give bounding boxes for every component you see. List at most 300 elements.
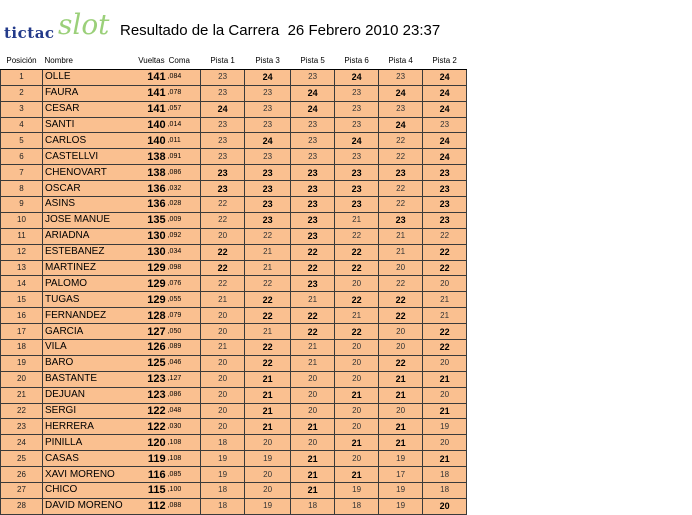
logo-slot-text: slot — [58, 8, 110, 41]
driver-name-cell: SANTI — [43, 117, 123, 133]
position-cell: 17 — [1, 324, 43, 340]
driver-name-cell: JOSE MANUE — [43, 212, 123, 228]
laps-cell: 130 — [123, 228, 167, 244]
position-cell: 18 — [1, 340, 43, 356]
track-laps-cell: 22 — [423, 228, 467, 244]
position-cell: 26 — [1, 467, 43, 483]
driver-name-cell: ARIADNA — [43, 228, 123, 244]
track-laps-cell: 21 — [423, 292, 467, 308]
fraction-cell: ,084 — [167, 69, 201, 85]
track-laps-cell: 22 — [291, 244, 335, 260]
track-laps-cell: 21 — [245, 419, 291, 435]
laps-cell: 141 — [123, 85, 167, 101]
track-laps-cell: 24 — [245, 133, 291, 149]
track-laps-cell: 21 — [245, 260, 291, 276]
track-laps-cell: 23 — [335, 165, 379, 181]
track-laps-cell: 20 — [291, 435, 335, 451]
track-laps-cell: 22 — [423, 324, 467, 340]
driver-name-cell: CHICO — [43, 483, 123, 499]
track-laps-cell: 22 — [423, 340, 467, 356]
laps-cell: 135 — [123, 212, 167, 228]
position-cell: 16 — [1, 308, 43, 324]
track-laps-cell: 21 — [423, 308, 467, 324]
position-cell: 8 — [1, 181, 43, 197]
track-laps-cell: 20 — [423, 355, 467, 371]
track-laps-cell: 21 — [379, 419, 423, 435]
track-laps-cell: 22 — [245, 355, 291, 371]
fraction-cell: ,089 — [167, 340, 201, 356]
track-laps-cell: 21 — [245, 371, 291, 387]
laps-cell: 130 — [123, 244, 167, 260]
header-nombre: Nombre — [43, 54, 123, 69]
track-laps-cell: 21 — [335, 467, 379, 483]
track-laps-cell: 19 — [423, 419, 467, 435]
position-cell: 19 — [1, 355, 43, 371]
track-laps-cell: 18 — [201, 498, 245, 514]
laps-cell: 136 — [123, 197, 167, 213]
table-row — [1, 149, 467, 165]
track-laps-cell: 18 — [423, 483, 467, 499]
track-laps-cell: 22 — [291, 324, 335, 340]
driver-name-cell: CASTELLVI — [43, 149, 123, 165]
header-coma: Coma — [167, 54, 201, 69]
laps-cell: 126 — [123, 340, 167, 356]
track-laps-cell: 23 — [201, 149, 245, 165]
driver-name-cell: BASTANTE — [43, 371, 123, 387]
track-laps-cell: 23 — [201, 69, 245, 85]
track-laps-cell: 23 — [423, 197, 467, 213]
table-row — [1, 133, 467, 149]
track-laps-cell: 18 — [201, 483, 245, 499]
header-vueltas: Vueltas — [123, 54, 167, 69]
track-laps-cell: 21 — [291, 340, 335, 356]
track-laps-cell: 21 — [245, 403, 291, 419]
track-laps-cell: 22 — [201, 276, 245, 292]
laps-cell: 119 — [123, 451, 167, 467]
track-laps-cell: 22 — [335, 324, 379, 340]
header-row — [1, 54, 467, 69]
table-row — [1, 197, 467, 213]
track-laps-cell: 21 — [335, 308, 379, 324]
fraction-cell: ,127 — [167, 371, 201, 387]
table-row — [1, 451, 467, 467]
track-laps-cell: 22 — [379, 308, 423, 324]
track-laps-cell: 20 — [201, 324, 245, 340]
fraction-cell: ,076 — [167, 276, 201, 292]
fraction-cell: ,030 — [167, 419, 201, 435]
track-laps-cell: 21 — [423, 403, 467, 419]
track-laps-cell: 20 — [379, 260, 423, 276]
table-row — [1, 498, 467, 514]
fraction-cell: ,100 — [167, 483, 201, 499]
track-laps-cell: 22 — [245, 228, 291, 244]
table-row — [1, 212, 467, 228]
laps-cell: 141 — [123, 101, 167, 117]
fraction-cell: ,028 — [167, 197, 201, 213]
table-row — [1, 371, 467, 387]
track-laps-cell: 24 — [335, 133, 379, 149]
table-row — [1, 340, 467, 356]
track-laps-cell: 22 — [245, 340, 291, 356]
track-laps-cell: 23 — [245, 101, 291, 117]
track-laps-cell: 20 — [335, 340, 379, 356]
track-laps-cell: 23 — [245, 85, 291, 101]
position-cell: 10 — [1, 212, 43, 228]
track-laps-cell: 23 — [291, 197, 335, 213]
position-cell: 11 — [1, 228, 43, 244]
track-laps-cell: 20 — [245, 483, 291, 499]
position-cell: 2 — [1, 85, 43, 101]
track-laps-cell: 24 — [423, 101, 467, 117]
laps-cell: 122 — [123, 419, 167, 435]
fraction-cell: ,108 — [167, 435, 201, 451]
track-laps-cell: 20 — [245, 435, 291, 451]
track-laps-cell: 23 — [291, 276, 335, 292]
track-laps-cell: 20 — [201, 403, 245, 419]
track-laps-cell: 23 — [335, 181, 379, 197]
driver-name-cell: SERGI — [43, 403, 123, 419]
track-laps-cell: 21 — [379, 371, 423, 387]
driver-name-cell: TUGAS — [43, 292, 123, 308]
fraction-cell: ,057 — [167, 101, 201, 117]
table-row — [1, 483, 467, 499]
track-laps-cell: 19 — [335, 483, 379, 499]
track-laps-cell: 22 — [245, 276, 291, 292]
track-laps-cell: 23 — [245, 117, 291, 133]
table-row — [1, 324, 467, 340]
table-row — [1, 292, 467, 308]
driver-name-cell: FAURA — [43, 85, 123, 101]
track-laps-cell: 23 — [335, 101, 379, 117]
track-laps-cell: 23 — [245, 165, 291, 181]
track-laps-cell: 22 — [379, 276, 423, 292]
track-laps-cell: 20 — [379, 324, 423, 340]
track-laps-cell: 23 — [291, 228, 335, 244]
track-laps-cell: 20 — [423, 276, 467, 292]
position-cell: 15 — [1, 292, 43, 308]
laps-cell: 123 — [123, 371, 167, 387]
track-laps-cell: 22 — [201, 212, 245, 228]
track-laps-cell: 22 — [335, 292, 379, 308]
track-laps-cell: 21 — [201, 340, 245, 356]
table-row — [1, 181, 467, 197]
track-laps-cell: 23 — [245, 149, 291, 165]
track-laps-cell: 20 — [201, 419, 245, 435]
track-laps-cell: 22 — [201, 197, 245, 213]
fraction-cell: ,050 — [167, 324, 201, 340]
position-cell: 6 — [1, 149, 43, 165]
laps-cell: 122 — [123, 403, 167, 419]
track-laps-cell: 23 — [379, 101, 423, 117]
position-cell: 9 — [1, 197, 43, 213]
track-laps-cell: 21 — [335, 435, 379, 451]
header-pista-1: Pista 1 — [201, 54, 245, 69]
table-row — [1, 244, 467, 260]
track-laps-cell: 18 — [423, 467, 467, 483]
logo-tictac-text: tictac — [4, 24, 55, 42]
track-laps-cell: 21 — [379, 244, 423, 260]
fraction-cell: ,046 — [167, 355, 201, 371]
track-laps-cell: 22 — [335, 260, 379, 276]
track-laps-cell: 19 — [245, 451, 291, 467]
position-cell: 20 — [1, 371, 43, 387]
track-laps-cell: 24 — [379, 117, 423, 133]
fraction-cell: ,086 — [167, 165, 201, 181]
table-row — [1, 276, 467, 292]
laps-cell: 140 — [123, 133, 167, 149]
driver-name-cell: ASINS — [43, 197, 123, 213]
track-laps-cell: 21 — [245, 244, 291, 260]
track-laps-cell: 18 — [291, 498, 335, 514]
tictacslot-logo — [2, 6, 112, 46]
track-laps-cell: 22 — [379, 355, 423, 371]
position-cell: 23 — [1, 419, 43, 435]
results-table — [0, 54, 467, 515]
track-laps-cell: 20 — [335, 419, 379, 435]
fraction-cell: ,011 — [167, 133, 201, 149]
driver-name-cell: BARO — [43, 355, 123, 371]
table-row — [1, 308, 467, 324]
laps-cell: 129 — [123, 276, 167, 292]
track-laps-cell: 23 — [245, 212, 291, 228]
laps-cell: 129 — [123, 260, 167, 276]
position-cell: 27 — [1, 483, 43, 499]
driver-name-cell: CESAR — [43, 101, 123, 117]
track-laps-cell: 20 — [335, 451, 379, 467]
track-laps-cell: 20 — [291, 371, 335, 387]
position-cell: 21 — [1, 387, 43, 403]
track-laps-cell: 19 — [201, 451, 245, 467]
table-row — [1, 165, 467, 181]
track-laps-cell: 20 — [335, 371, 379, 387]
track-laps-cell: 22 — [291, 260, 335, 276]
track-laps-cell: 21 — [379, 387, 423, 403]
position-cell: 12 — [1, 244, 43, 260]
driver-name-cell: OLLE — [43, 69, 123, 85]
track-laps-cell: 20 — [335, 355, 379, 371]
track-laps-cell: 23 — [291, 149, 335, 165]
track-laps-cell: 21 — [291, 467, 335, 483]
track-laps-cell: 23 — [335, 197, 379, 213]
track-laps-cell: 19 — [379, 483, 423, 499]
track-laps-cell: 23 — [423, 165, 467, 181]
track-laps-cell: 20 — [291, 387, 335, 403]
track-laps-cell: 24 — [291, 101, 335, 117]
driver-name-cell: VILA — [43, 340, 123, 356]
fraction-cell: ,085 — [167, 467, 201, 483]
laps-cell: 138 — [123, 149, 167, 165]
track-laps-cell: 19 — [379, 451, 423, 467]
track-laps-cell: 20 — [245, 467, 291, 483]
table-row — [1, 117, 467, 133]
driver-name-cell: ESTEBANEZ — [43, 244, 123, 260]
driver-name-cell: FERNANDEZ — [43, 308, 123, 324]
track-laps-cell: 22 — [379, 149, 423, 165]
track-laps-cell: 20 — [379, 403, 423, 419]
position-cell: 24 — [1, 435, 43, 451]
table-row — [1, 101, 467, 117]
track-laps-cell: 21 — [291, 483, 335, 499]
table-row — [1, 419, 467, 435]
track-laps-cell: 24 — [379, 85, 423, 101]
track-laps-cell: 23 — [291, 117, 335, 133]
track-laps-cell: 23 — [201, 165, 245, 181]
laps-cell: 125 — [123, 355, 167, 371]
laps-cell: 140 — [123, 117, 167, 133]
laps-cell: 136 — [123, 181, 167, 197]
track-laps-cell: 21 — [379, 435, 423, 451]
table-row — [1, 467, 467, 483]
track-laps-cell: 23 — [291, 181, 335, 197]
header-posicion: Posición — [1, 54, 43, 69]
track-laps-cell: 24 — [423, 69, 467, 85]
track-laps-cell: 23 — [423, 181, 467, 197]
track-laps-cell: 21 — [335, 387, 379, 403]
driver-name-cell: PINILLA — [43, 435, 123, 451]
track-laps-cell: 20 — [201, 308, 245, 324]
track-laps-cell: 20 — [423, 387, 467, 403]
driver-name-cell: OSCAR — [43, 181, 123, 197]
position-cell: 7 — [1, 165, 43, 181]
header-pista-2: Pista 2 — [423, 54, 467, 69]
track-laps-cell: 18 — [201, 435, 245, 451]
track-laps-cell: 23 — [291, 212, 335, 228]
fraction-cell: ,098 — [167, 260, 201, 276]
track-laps-cell: 23 — [379, 165, 423, 181]
track-laps-cell: 20 — [335, 276, 379, 292]
track-laps-cell: 22 — [379, 292, 423, 308]
driver-name-cell: DEJUAN — [43, 387, 123, 403]
fraction-cell: ,092 — [167, 228, 201, 244]
track-laps-cell: 24 — [291, 85, 335, 101]
track-laps-cell: 24 — [335, 69, 379, 85]
track-laps-cell: 23 — [423, 212, 467, 228]
race-title: Resultado de la Carrera 26 Febrero 2010 23:37 — [120, 22, 441, 39]
fraction-cell: ,055 — [167, 292, 201, 308]
track-laps-cell: 24 — [245, 69, 291, 85]
fraction-cell: ,034 — [167, 244, 201, 260]
driver-name-cell: PALOMO — [43, 276, 123, 292]
track-laps-cell: 22 — [335, 228, 379, 244]
driver-name-cell: HERRERA — [43, 419, 123, 435]
empty-sheet-area — [510, 0, 692, 490]
track-laps-cell: 20 — [335, 403, 379, 419]
track-laps-cell: 21 — [291, 451, 335, 467]
track-laps-cell: 23 — [423, 117, 467, 133]
laps-cell: 138 — [123, 165, 167, 181]
track-laps-cell: 23 — [291, 69, 335, 85]
position-cell: 4 — [1, 117, 43, 133]
fraction-cell: ,091 — [167, 149, 201, 165]
track-laps-cell: 24 — [423, 85, 467, 101]
track-laps-cell: 21 — [423, 371, 467, 387]
track-laps-cell: 22 — [379, 197, 423, 213]
track-laps-cell: 23 — [245, 197, 291, 213]
track-laps-cell: 22 — [201, 244, 245, 260]
table-row — [1, 85, 467, 101]
track-laps-cell: 19 — [201, 467, 245, 483]
fraction-cell: ,032 — [167, 181, 201, 197]
header-pista-4: Pista 4 — [379, 54, 423, 69]
track-laps-cell: 23 — [245, 181, 291, 197]
track-laps-cell: 23 — [379, 212, 423, 228]
position-cell: 1 — [1, 69, 43, 85]
laps-cell: 127 — [123, 324, 167, 340]
laps-cell: 115 — [123, 483, 167, 499]
driver-name-cell: MARTINEZ — [43, 260, 123, 276]
track-laps-cell: 21 — [423, 451, 467, 467]
track-laps-cell: 18 — [335, 498, 379, 514]
track-laps-cell: 21 — [379, 228, 423, 244]
table-row — [1, 387, 467, 403]
header-pista-3: Pista 3 — [245, 54, 291, 69]
fraction-cell: ,078 — [167, 85, 201, 101]
laps-cell: 129 — [123, 292, 167, 308]
track-laps-cell: 23 — [201, 85, 245, 101]
track-laps-cell: 23 — [335, 117, 379, 133]
track-laps-cell: 23 — [335, 149, 379, 165]
track-laps-cell: 21 — [245, 387, 291, 403]
laps-cell: 141 — [123, 69, 167, 85]
position-cell: 14 — [1, 276, 43, 292]
position-cell: 5 — [1, 133, 43, 149]
laps-cell: 112 — [123, 498, 167, 514]
track-laps-cell: 23 — [201, 181, 245, 197]
position-cell: 3 — [1, 101, 43, 117]
track-laps-cell: 20 — [201, 355, 245, 371]
fraction-cell: ,009 — [167, 212, 201, 228]
driver-name-cell: CASAS — [43, 451, 123, 467]
track-laps-cell: 23 — [379, 69, 423, 85]
position-cell: 22 — [1, 403, 43, 419]
track-laps-cell: 20 — [423, 435, 467, 451]
track-laps-cell: 20 — [423, 498, 467, 514]
track-laps-cell: 23 — [291, 133, 335, 149]
laps-cell: 116 — [123, 467, 167, 483]
fraction-cell: ,088 — [167, 498, 201, 514]
laps-cell: 128 — [123, 308, 167, 324]
track-laps-cell: 24 — [423, 133, 467, 149]
track-laps-cell: 22 — [291, 308, 335, 324]
track-laps-cell: 23 — [201, 117, 245, 133]
table-row — [1, 228, 467, 244]
position-cell: 25 — [1, 451, 43, 467]
track-laps-cell: 21 — [201, 292, 245, 308]
fraction-cell: ,108 — [167, 451, 201, 467]
laps-cell: 120 — [123, 435, 167, 451]
driver-name-cell: CHENOVART — [43, 165, 123, 181]
driver-name-cell: CARLOS — [43, 133, 123, 149]
track-laps-cell: 20 — [201, 228, 245, 244]
table-row — [1, 355, 467, 371]
table-row — [1, 69, 467, 85]
track-laps-cell: 22 — [379, 181, 423, 197]
track-laps-cell: 22 — [423, 260, 467, 276]
track-laps-cell: 19 — [379, 498, 423, 514]
track-laps-cell: 22 — [379, 133, 423, 149]
track-laps-cell: 22 — [423, 244, 467, 260]
track-laps-cell: 21 — [291, 292, 335, 308]
track-laps-cell: 22 — [201, 260, 245, 276]
track-laps-cell: 23 — [335, 85, 379, 101]
track-laps-cell: 21 — [291, 355, 335, 371]
track-laps-cell: 22 — [245, 308, 291, 324]
track-laps-cell: 23 — [201, 133, 245, 149]
position-cell: 13 — [1, 260, 43, 276]
track-laps-cell: 21 — [335, 212, 379, 228]
track-laps-cell: 20 — [379, 340, 423, 356]
driver-name-cell: XAVI MORENO — [43, 467, 123, 483]
